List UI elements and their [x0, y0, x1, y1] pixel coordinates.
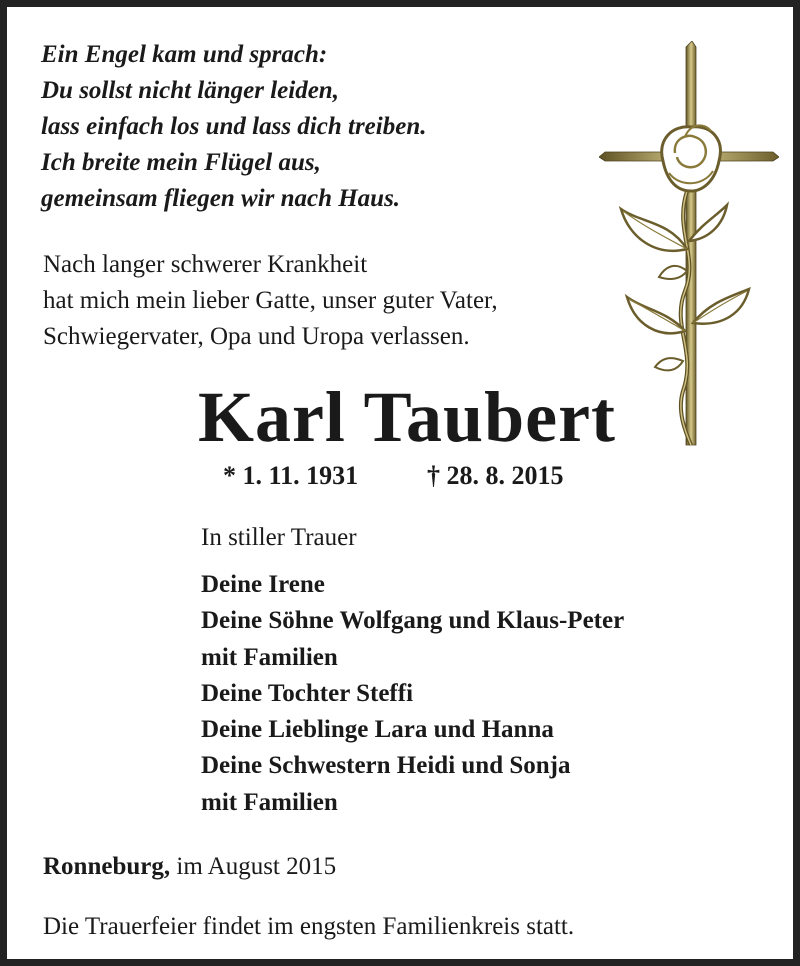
mourners-list [201, 567, 624, 821]
intro-text [43, 247, 498, 355]
death-date: † 28. 8. 2015 [427, 461, 564, 490]
poem-line: gemeinsam fliegen wir nach Haus. [41, 185, 401, 212]
poem-line: Ein Engel kam und sprach: [41, 41, 328, 68]
poem-line: lass einfach los und lass dich treiben. [41, 113, 427, 140]
mourner-line: Deine Schwestern Heidi und Sonja [201, 752, 571, 780]
place-and-date [43, 849, 336, 885]
intro-line: hat mich mein lieber Gatte, unser guter Vater, [43, 287, 498, 314]
mourner-line: mit Familien [201, 643, 338, 671]
birth-date: * 1. 11. 1931 [223, 461, 359, 490]
mourner-line: Deine Lieblinge Lara und Hanna [201, 716, 554, 744]
intro-line: Nach langer schwerer Krankheit [43, 251, 368, 278]
place-date: im August 2015 [170, 853, 337, 880]
deceased-name: Karl Taubert [197, 377, 617, 457]
poem-line: Du sollst nicht länger leiden, [41, 77, 339, 104]
mourner-line: Deine Irene [201, 571, 325, 598]
place-town: Ronneburg, [43, 853, 171, 880]
mourner-line: Deine Tochter Steffi [201, 679, 414, 707]
poem-line: Ich breite mein Flügel aus, [41, 149, 321, 176]
intro-line: Schwiegervater, Opa und Uropa verlassen. [43, 323, 470, 350]
mourner-line: mit Familien [201, 788, 338, 816]
poem [41, 37, 426, 217]
funeral-note: Die Trauerfeier findet im engsten Familienkreis statt. [43, 913, 575, 940]
mourning-label: In stiller Trauer [201, 524, 357, 551]
mourner-line: Deine Söhne Wolfgang und Klaus-Peter [201, 607, 625, 635]
